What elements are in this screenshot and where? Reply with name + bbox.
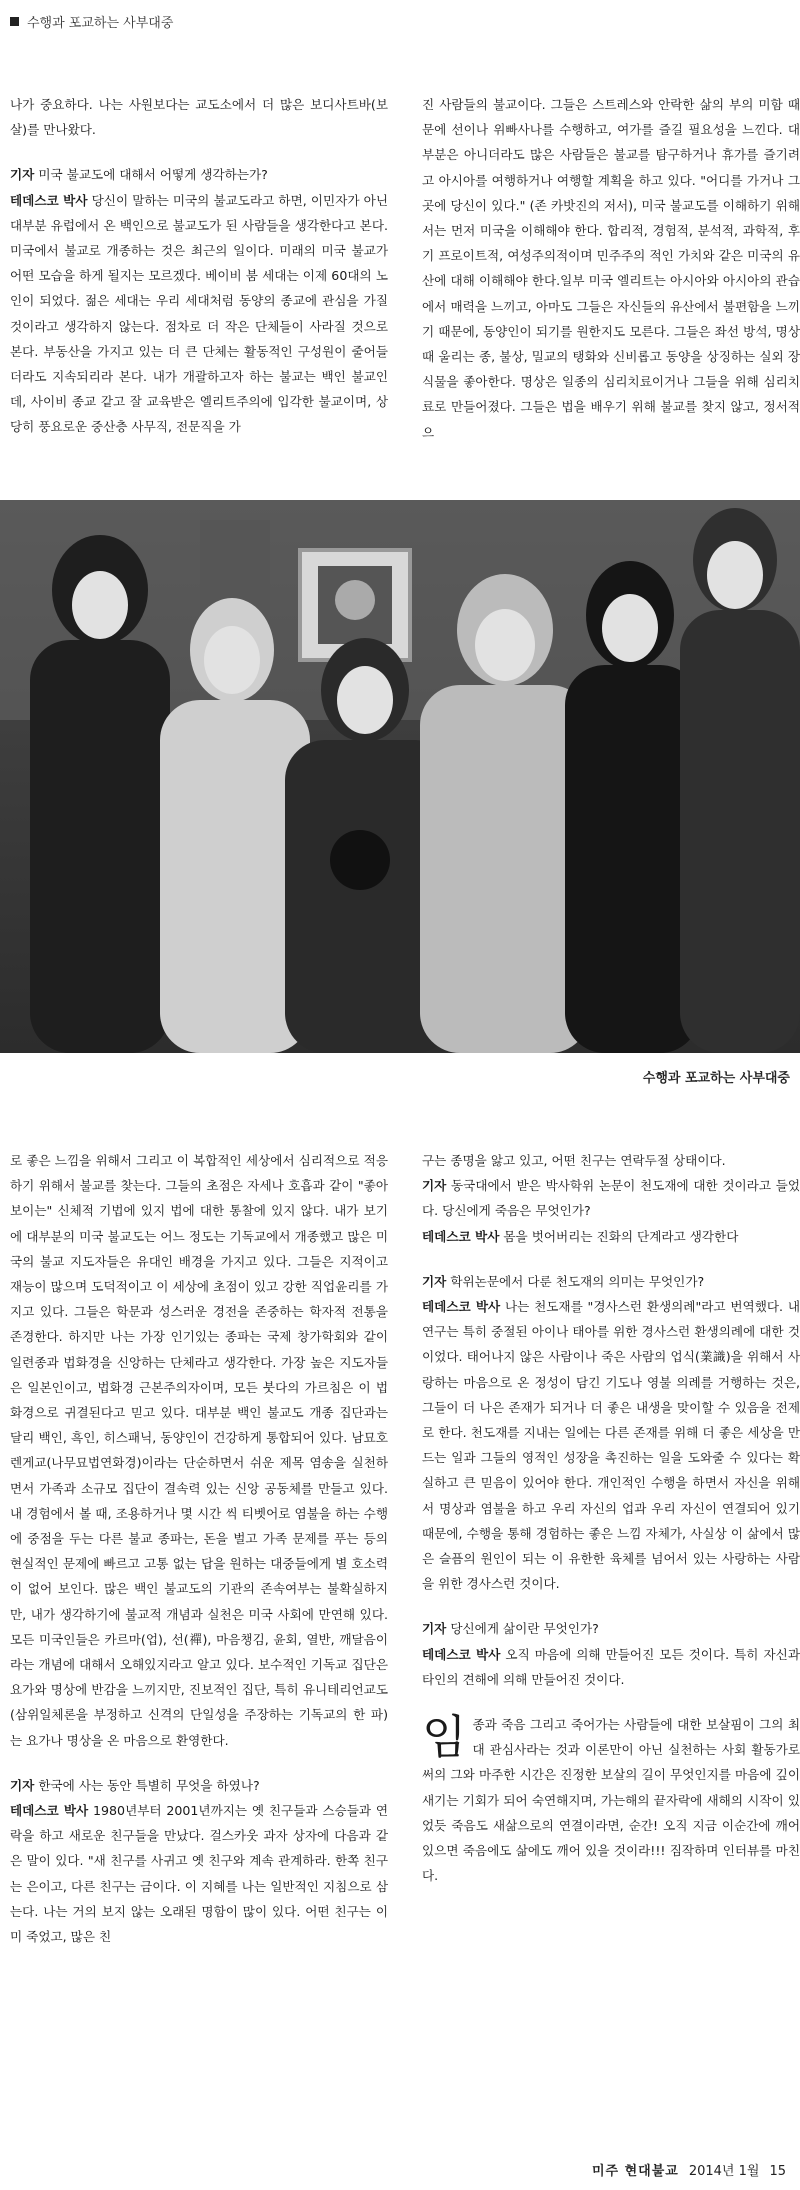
column-bottom-right [422,1148,800,1888]
paragraph-text: 미국 불교도에 대해서 어떻게 생각하는가? [34,167,268,183]
paragraph [422,1269,800,1294]
paragraph-text: 구는 종명을 앓고 있고, 어떤 친구는 연락두절 상태이다. [422,1153,726,1168]
section-square-icon [10,17,19,26]
speaker-label: 테데스코 박사 [422,1299,501,1315]
paragraph-text: 종과 죽음 그리고 죽어가는 사람들에 대한 보살핌이 그의 최대 관심사라는 것과 이론만이 아닌 실천하는 사회 활동가로써의 그와 마주한 시간은 진정한 보살의 길이 무엇인지를 마음에 깊이 새기는 기회가 되어 숙연해지며, 가는해의 끝자락에 새해의 시작이 있었듯 죽음도 새삶으로의 연결이라면, 순간! 오직 지금 이순간에 깨어 있으면 죽음에도 삶에도 깨어 있을 것이라!!! 짐작하며 인터뷰를 마친다. [422,1717,800,1884]
section-title: 수행과 포교하는 사부대중 [27,15,174,31]
paragraph-text: 동국대에서 받은 박사학위 논문이 천도재에 대한 것이라고 들었다. 당신에게 죽음은 무엇인가? [422,1178,800,1219]
speaker-label: 기자 [10,1777,35,1793]
paragraph [10,92,388,142]
paragraph-text: 오직 마음에 의해 만들어진 모든 것이다. 특히 자신과 타인의 견해에 의해 만들어진 것이다. [422,1646,800,1687]
paragraph-text: 1980년부터 2001년까지는 옛 친구들과 스승들과 연락을 하고 새로운 친구들을 만났다. 걸스카웃 과자 상자에 다음과 같은 말이 있다. "새 친구를 사귀고 옛 친구와 계속 관계하라. 한쪽 친구는 은이고, 다른 친구는 금이다. 이 지혜를 나는 일반적인 지침으로 삼는다. 나는 거의 보지 않는 오래된 명함이 많이 있다. 어떤 친구는 이미 죽었고, 많은 친 [10,1803,388,1945]
paragraph-text: 몸을 벗어버리는 진화의 단계라고 생각한다 [499,1228,739,1244]
speaker-label: 기자 [422,1273,447,1289]
issue-date: 2014년 1월 [688,2164,760,2179]
speaker-label: 기자 [422,1621,447,1637]
paragraph [422,1712,800,1888]
paragraph [422,1616,800,1641]
paragraph [10,162,388,187]
drop-cap: 임 [422,1710,467,1765]
paragraph-text: 나가 중요하다. 나는 사원보다는 교도소에서 더 많은 보디사트바(보살)를 만나왔다. [10,97,388,138]
paragraph [422,1642,800,1692]
paragraph [422,1148,800,1173]
paragraph [422,92,800,445]
page-footer [592,2160,786,2179]
paragraph-text: 진 사람들의 불교이다. 그들은 스트레스와 안락한 삶의 부의 미함 때문에 선이나 위빠사나를 수행하고, 여가를 즐길 필요성을 느낀다. 대부분은 아니더라도 많은 사람들은 불교를 탐구하거나 휴가를 즐기려고 아시아를 여행하거나 여행할 계획을 하고 있다. "어디를 가거나 그곳에 당신이 있다." (존 카밧진의 저서), 미국 불교도를 이해하기 위해서는 먼저 미국을 이해해야 한다. 합리적, 경험적, 분석적, 과학적, 후기 프로이트적, 여성주의적이며 민주주의 적인 가치와 같은 미국의 유산에 대해 이해해야 한다.일부 미국 엘리트는 아시아와 아시아의 관습에서 매력을 느끼고, 아마도 그들은 자신들의 유산에서 불편함을 느끼기 때문에, 동양인이 되기를 원한지도 모른다. 그들은 좌선 방석, 명상때 울리는 종, 불상, 밀교의 탱화와 신비롭고 동양을 상징하는 실외 장식물을 좋아한다. 명상은 일종의 심리치료이거나 그들을 위해 심리치료로 만들어졌다. 그들은 법을 배우기 위해 불교를 찾지 않고, 정서적으 [422,97,800,440]
speaker-label: 테데스코 박사 [422,1228,500,1244]
column-bottom-left [10,1148,388,1949]
paragraph-text: 당신에게 삶이란 무엇인가? [446,1621,599,1637]
paragraph-text: 나는 천도재를 "경사스런 환생의례"라고 번역했다. 내 연구는 특히 중절된 아이나 태아를 위한 경사스런 환생의례에 대한 것이었다. 태어나지 않은 사람이나 죽은 사람의 업식(業識)을 위해서 사랑하는 마음으로 온 정성이 담긴 기도나 영불 의례를 거행하는 것은, 그들이 더 나은 존재가 되거나 더 좋은 내생을 맞이할 수 있음을 전제로 한다. 천도재를 지내는 일에는 다른 존재를 위해 더 좋은 세상을 만드는 일과 그들의 영적인 성장을 촉진하는 일을 도와줄 수 있다는 확실하고 큰 믿음이 있어야 한다. 개인적인 수행을 하면서 자신을 위해서 명상과 염불을 하고 우리 자신의 업과 우리 자신이 연결되어 있기 때문에, 수행을 통해 경험하는 좋은 느낌 자체가, 사실상 이 삶에서 많은 슬픔의 원인이 되는 이 유한한 육체를 넘어서 있는 사랑하는 사람을 위한 경사스런 것이다. [422,1299,800,1592]
paragraph [10,1798,388,1949]
page-header [10,6,790,36]
paragraph [10,1148,388,1753]
paragraph [10,1773,388,1798]
paragraph [422,1173,800,1223]
speaker-label: 테데스코 박사 [10,192,88,208]
speaker-label: 기자 [10,167,35,183]
paragraph [10,188,388,440]
page-number: 15 [769,2164,786,2179]
paragraph-text: 학위논문에서 다룬 천도재의 의미는 무엇인가? [446,1273,705,1289]
column-top-right [422,92,800,445]
speaker-label: 기자 [422,1178,447,1194]
group-photo-illustration [0,500,800,1053]
paragraph [422,1224,800,1249]
speaker-label: 테데스코 박사 [10,1803,89,1819]
paragraph-text: 한국에 사는 동안 특별히 무엇을 하였나? [34,1777,260,1793]
photo-caption: 수행과 포교하는 사부대중 [642,1071,790,1086]
group-photo [0,500,800,1053]
magazine-name: 미주 현대불교 [591,2164,679,2179]
paragraph-text: 로 좋은 느낌을 위해서 그리고 이 복합적인 세상에서 심리적으로 적응하기 위해서 불교를 찾는다. 그들의 초점은 자세나 호흡과 같이 "좋아 보이는" 신체적 기법에 있지 법에 대한 통찰에 있지 않다. 내가 보기에 대부분의 미국 불교도는 어느 정도는 기독교에서 개종했고 많은 미국의 불교 지도자들은 유대인 배경을 가지고 있다. 그들은 지적이고 재능이 많으며 도덕적이고 이 세상에 초점이 있고 강한 직업윤리를 가지고 있다. 그들은 학문과 성스러운 경전을 존중하는 학자적 전통을 존경한다. 하지만 나는 가장 인기있는 종파는 국제 창가학회와 같이 일련종과 법화경을 신앙하는 단체라고 생각한다. 가장 높은 지도자들은 일본인이고, 법화경 근본주의자이며, 모든 붓다의 가르침은 이 법화경으로 귀결된다고 믿고 있다. 대부분 백인 불교도 개종 집단과는 달리 백인, 흑인, 히스패닉, 동양인이 건강하게 통합되어 있다. 남묘호렌게교(나무묘법연화경)이라는 단순하면서 쉬운 제목 염송을 실천하면서 가족과 소규모 집단이 결속력 있는 신앙 공동체를 만들고 있다. 내 경험에서 볼 때, 조용하거나 몇 시간 씩 티벳어로 염불을 하는 수행에 중점을 두는 다른 불교 종파는, 돈을 벌고 가족 문제를 푸는 등의 현실적인 문제에 빠르고 고통 없는 답을 원하는 대중들에게 별 호소력이 없어 보인다. 많은 백인 불교도의 기관의 존속여부는 불확실하지만, 내가 생각하기에 불교적 개념과 실천은 미국 사회에 만연해 있다. 모든 미국인들은 카르마(업), 선(禪), 마음챙김, 윤회, 열반, 깨달음이라는 개념에 대해서 오해있지라고 알고 있다. 보수적인 기독교 집단은 요가와 명상에 반감을 느끼지만, 진보적인 집단, 특히 유니테리언교도(삼위일체론을 부정하고 신격의 단일성을 주장하는 기독교의 한 파)는 요가나 명상을 온 마음으로 환영한다. [10,1153,388,1748]
paragraph [422,1294,800,1596]
paragraph-text: 당신이 말하는 미국의 불교도라고 하면, 이민자가 아닌 대부분 유럽에서 온 백인으로 불교도가 된 사람들을 생각한다고 본다.미국에서 불교로 개종하는 것은 최근의 일이다. 미래의 미국 불교가 어떤 모습을 하게 될지는 모르겠다. 베이비 붐 세대는 이제 60대의 노인이 되었다. 젊은 세대는 우리 세대처럼 동양의 종교에 관심을 가질 것이라고 생각하지 않는다. 점차로 더 작은 단체들이 사라질 것으로 본다. 부동산을 가지고 있는 더 큰 단체는 활동적인 구성원이 줄어들더라도 지속되리라 본다. 내가 개괄하고자 하는 불교는 백인 불교인데, 사이비 종교 같고 잘 교육받은 엘리트주의에 입각한 불교이며, 상당히 풍요로운 중산층 사무직, 전문직을 가 [10,192,388,435]
column-top-left [10,92,388,440]
speaker-label: 테데스코 박사 [422,1646,501,1662]
